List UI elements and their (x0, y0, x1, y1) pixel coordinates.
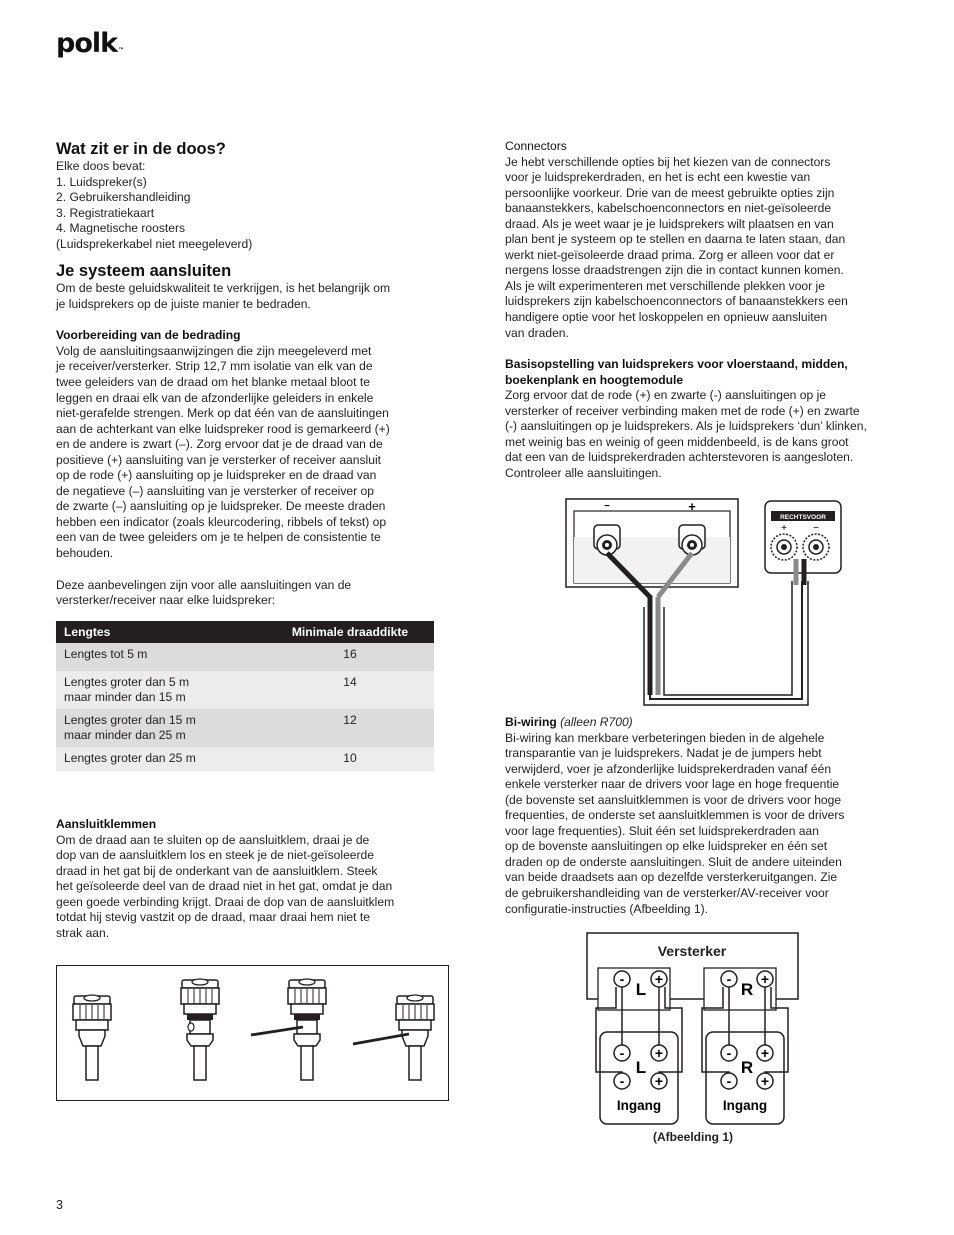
page-number: 3 (56, 1198, 63, 1212)
connectors-body: Je hebt verschillende opties bij het kiezen van de connectors voor je luidsprekerdraden, en het is echt een kwestie van persoonlijke voorkeur. Drie van de meest gebruikte opties zijn banaanstekkers, kabelschoenconnectors en niet-geïsoleerde draad. Als je weet waar je je luidsprekers wilt plaatsen en van plan bent je systeem op te stellen en daarna te laten staan, dan werkt niet-geïsoleerde draad prima. Zorg er alleen voor dat er nergens losse draadstrengen zijn die in contact kunnen komen. Als je wilt experimenteren met verschillende plekken voor je luidsprekers zijn kabelschoenconnectors of banaanstekkers een handigere optie voor het loskoppelen en opnieuw aansluiten van draden. (505, 154, 848, 340)
in-box-list: Elke doos bevat: 1. Luidspreker(s) 2. Gebruikershandleiding 3. Registratiekaart 4. Magnetische roosters (Luidsprekerkabel niet meegeleverd) (56, 159, 253, 251)
table-header-row (56, 621, 434, 643)
terminals-heading: Aansluitklemmen (56, 817, 157, 831)
terminals-body: Om de draad aan te sluiten op de aansluitklem, draai je de dop van de aansluitklem los en steek je de niet-geïsoleerde draad in het gat bij de onderkant van de aansluitklem. Steek het geïsoleerde deel van de draad niet in het gat, omdat je dan geen goede verbinding krijgt. Draai de dop van de aansluitklem totdat hij stevig vastzit op de draad, maar draai hem niet te strak aan. (56, 832, 395, 940)
connectors-heading: Connectors (505, 139, 567, 153)
post-tightened (353, 995, 434, 1080)
amp-right-channel: R (740, 980, 754, 999)
table-header-length: Lengtes (56, 621, 266, 643)
biwiring-diagram (586, 932, 800, 1128)
right-input-label: Ingang (722, 1098, 768, 1113)
binding-post-steps-drawing (57, 966, 448, 1100)
terminals-section (56, 817, 456, 941)
amp-l-minus: - (619, 971, 625, 987)
table-row (56, 747, 434, 771)
speaker-plus-label: + (688, 499, 696, 514)
amplifier-label: Versterker (657, 943, 727, 959)
wire-gauge-table-wrap (56, 621, 434, 771)
table-cell-length: Lengtes groter dan 15 m maar minder dan 25 m (56, 709, 266, 747)
table-cell-length: Lengtes tot 5 m (56, 643, 266, 671)
table-header-gauge: Minimale draaddikte (266, 621, 434, 643)
binding-post-illustration (56, 965, 449, 1101)
amp-r-plus: + (760, 971, 770, 987)
spk-r-lf-minus: - (726, 1073, 732, 1089)
post-loosened (181, 979, 219, 1080)
biwiring-section (505, 715, 905, 917)
spk-l-hf-plus: + (654, 1045, 664, 1061)
right-column (505, 139, 905, 481)
recommend-text: Deze aanbevelingen zijn voor alle aansluitingen van de versterker/receiver naar elke luidspreker: (56, 577, 352, 608)
left-column (56, 139, 456, 609)
post-closed (73, 995, 111, 1080)
biwiring-note: (alleen R700) (560, 715, 633, 729)
amp-left-channel: L (635, 980, 647, 999)
speaker-terminal-plus (679, 525, 705, 555)
receiver-jack-plus (771, 534, 797, 560)
amp-l-plus: + (654, 971, 664, 987)
table-cell-gauge: 12 (266, 709, 434, 747)
prep-heading: Voorbereiding van de bedrading (56, 328, 241, 343)
wire-gauge-table (56, 621, 434, 771)
receiver-jack-minus (803, 534, 829, 560)
table-row (56, 709, 434, 747)
polk-logo: polk™ (56, 28, 124, 59)
receiver-plus-label: + (781, 523, 787, 534)
table-cell-gauge: 10 (266, 747, 434, 771)
speaker-left-letter: L (635, 1058, 647, 1077)
figure-caption: (Afbeelding 1) (653, 1130, 733, 1144)
speaker-minus-label: − (604, 501, 610, 512)
speaker-right-letter: R (740, 1058, 754, 1077)
prep-body: Volg de aansluitingsaanwijzingen die zijn meegeleverd met je receiver/versterker. Strip 12,7 mm isolatie van elk van de twee geleiders van de draad om het blanke metaal bloot te leggen en draai elk van de afzonderlijke geleiders in enkele niet-gerafelde strengen. Merk op dat één van de aansluitingen aan de achterkant van elke luidspreker rood is gemarkeerd (+) en de andere is zwart (–). Zorg ervoor dat je de draad van de positieve (+) aansluiting van je versterker of receiver aansluit op de rode (+) aansluiting op je luidspreker en de draad van de negatieve (–) aansluiting van je versterker of receiver op de zwarte (–) aansluiting op je luidspreker. De meeste draden hebben een indicator (zoals kleurcodering, ribbels of tekst) op een van de twee geleiders om je te helpen de consistentie te behouden. (56, 343, 390, 561)
spk-l-hf-minus: - (619, 1045, 625, 1061)
table-cell-gauge: 16 (266, 643, 434, 671)
section-title-connect: Je systeem aansluiten (56, 262, 232, 281)
section-title-in-box: Wat zit er in de doos? (56, 140, 226, 158)
spk-l-lf-plus: + (654, 1073, 664, 1089)
connect-intro: Om de beste geluidskwaliteit te verkrijgen, is het belangrijk om je luidsprekers op de juiste manier te bedraden. (56, 281, 391, 311)
biwiring-body: Bi-wiring kan merkbare verbeteringen bieden in de algehele transparantie van je luidsprekers. Nadat je de jumpers hebt verwijderd, voer je afzonderlijke luidsprekerdraden vanaf één enkele versterker naar de drivers voor lage en hoge frequentie (de bovenste set aansluitklemmen is voor de drivers voor hoge frequenties, de onderste set aansluitklemmen is voor de drivers voor lage frequenties). Sluit één set luidsprekerdraden aan op de bovenste aansluitingen op elke luidspreker en één set draden op de onderste aansluitingen. Sluit de andere uiteinden van beide draadsets aan op dezelfde versterkeruitgangen. Zie de gebruikershandleiding van de versterker/AV-receiver voor configuratie-instructies (Afbeelding 1). (505, 730, 845, 916)
post-wire-inserted (251, 979, 326, 1080)
spk-r-hf-minus: - (726, 1045, 732, 1061)
table-cell-length: Lengtes groter dan 5 m maar minder dan 15 m (56, 671, 266, 709)
table-cell-length: Lengtes groter dan 25 m (56, 747, 266, 771)
spk-l-lf-minus: - (619, 1073, 625, 1089)
amp-r-minus: - (726, 971, 732, 987)
receiver-minus-label: − (813, 523, 819, 534)
table-row (56, 643, 434, 671)
basic-setup-heading: Basisopstelling van luidsprekers voor vloerstaand, midden, boekenplank en hoogtemodule (505, 357, 848, 387)
biwiring-heading: Bi-wiring (505, 715, 557, 729)
basic-setup-body: Zorg ervoor dat de rode (+) en zwarte (-) aansluitingen op je versterker of receiver verbinding maken met de rode (+) en zwarte (-) aansluitingen op je luidsprekers. Als je luidsprekers ‘dun’ klinken, met weinig bas en weinig of geen middenbeeld, is de kans groot dat een van de luidsprekerdraden achterstevoren is aangesloten. Controleer alle aansluitingen. (505, 388, 867, 480)
spk-r-lf-plus: + (760, 1073, 770, 1089)
table-row (56, 671, 434, 709)
speaker-terminal-minus (594, 525, 620, 555)
receiver-channel-label: RECHTSVOOR (780, 514, 826, 521)
table-cell-gauge: 14 (266, 671, 434, 709)
speaker-receiver-diagram (564, 497, 844, 707)
spk-r-hf-plus: + (760, 1045, 770, 1061)
left-input-label: Ingang (616, 1098, 662, 1113)
